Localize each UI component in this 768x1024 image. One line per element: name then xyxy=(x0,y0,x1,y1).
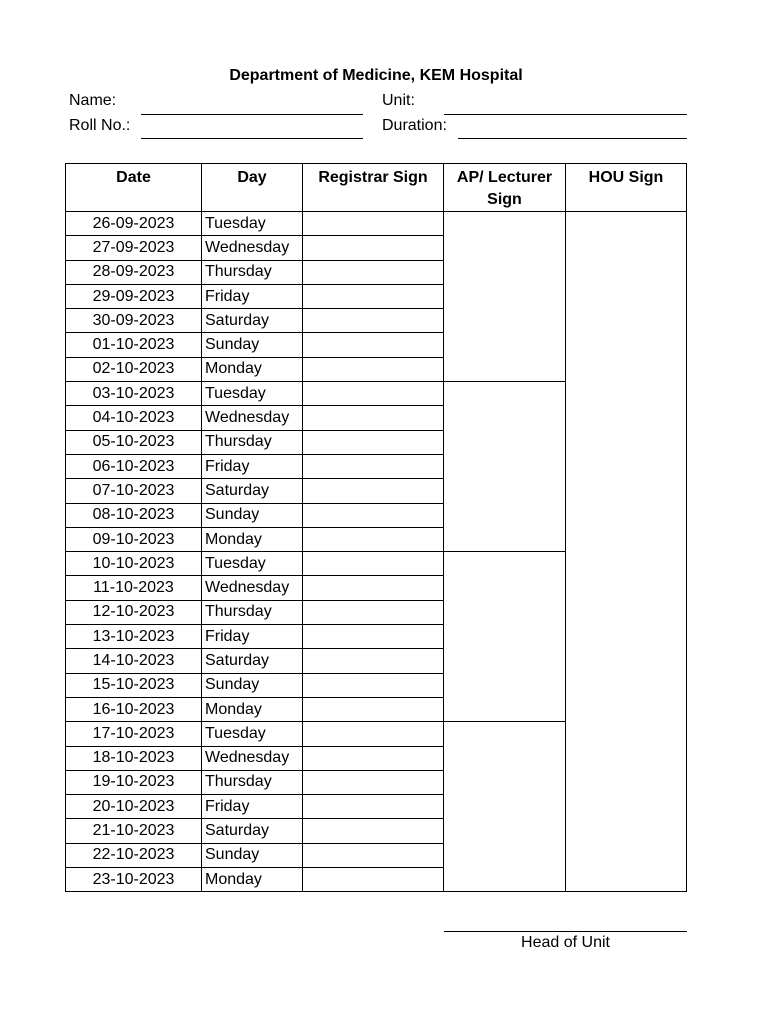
day-cell: Saturday xyxy=(202,649,303,673)
day-cell: Thursday xyxy=(202,600,303,624)
registrar-sign-cell[interactable] xyxy=(303,746,444,770)
registrar-sign-cell[interactable] xyxy=(303,430,444,454)
registrar-sign-cell[interactable] xyxy=(303,236,444,260)
date-cell: 16-10-2023 xyxy=(66,697,202,721)
head-of-unit-signature-line[interactable] xyxy=(444,931,687,932)
registrar-sign-cell[interactable] xyxy=(303,527,444,551)
date-cell: 20-10-2023 xyxy=(66,795,202,819)
day-cell: Friday xyxy=(202,284,303,308)
head-of-unit-label: Head of Unit xyxy=(521,934,610,951)
registrar-sign-cell[interactable] xyxy=(303,503,444,527)
registrar-sign-cell[interactable] xyxy=(303,284,444,308)
duration-label: Duration: xyxy=(382,117,447,134)
column-header-ap-lecturer-sign: AP/ Lecturer Sign xyxy=(444,164,566,212)
date-cell: 30-09-2023 xyxy=(66,309,202,333)
page-title: Department of Medicine, KEM Hospital xyxy=(229,67,523,84)
day-cell: Wednesday xyxy=(202,406,303,430)
day-cell: Sunday xyxy=(202,843,303,867)
registrar-sign-cell[interactable] xyxy=(303,479,444,503)
day-cell: Sunday xyxy=(202,333,303,357)
day-cell: Tuesday xyxy=(202,722,303,746)
day-cell: Tuesday xyxy=(202,212,303,236)
day-cell: Friday xyxy=(202,795,303,819)
day-cell: Tuesday xyxy=(202,552,303,576)
day-cell: Tuesday xyxy=(202,382,303,406)
day-cell: Wednesday xyxy=(202,746,303,770)
registrar-sign-cell[interactable] xyxy=(303,552,444,576)
registrar-sign-cell[interactable] xyxy=(303,673,444,697)
registrar-sign-cell[interactable] xyxy=(303,333,444,357)
registrar-sign-cell[interactable] xyxy=(303,600,444,624)
date-cell: 04-10-2023 xyxy=(66,406,202,430)
day-cell: Friday xyxy=(202,625,303,649)
ap-lecturer-sign-cell[interactable] xyxy=(444,212,566,382)
hou-sign-cell[interactable] xyxy=(566,212,687,892)
day-cell: Monday xyxy=(202,527,303,551)
date-cell: 05-10-2023 xyxy=(66,430,202,454)
date-cell: 08-10-2023 xyxy=(66,503,202,527)
table-row xyxy=(66,212,687,236)
day-cell: Saturday xyxy=(202,819,303,843)
registrar-sign-cell[interactable] xyxy=(303,843,444,867)
date-cell: 14-10-2023 xyxy=(66,649,202,673)
registrar-sign-cell[interactable] xyxy=(303,649,444,673)
date-cell: 15-10-2023 xyxy=(66,673,202,697)
date-cell: 12-10-2023 xyxy=(66,600,202,624)
date-cell: 07-10-2023 xyxy=(66,479,202,503)
day-cell: Friday xyxy=(202,454,303,478)
day-cell: Wednesday xyxy=(202,236,303,260)
registrar-sign-cell[interactable] xyxy=(303,382,444,406)
name-label: Name: xyxy=(69,92,117,109)
registrar-sign-cell[interactable] xyxy=(303,260,444,284)
attendance-table xyxy=(65,163,687,892)
date-cell: 18-10-2023 xyxy=(66,746,202,770)
date-cell: 10-10-2023 xyxy=(66,552,202,576)
duration-field-line[interactable] xyxy=(458,138,687,139)
registrar-sign-cell[interactable] xyxy=(303,795,444,819)
day-cell: Monday xyxy=(202,697,303,721)
date-cell: 23-10-2023 xyxy=(66,868,202,892)
date-cell: 03-10-2023 xyxy=(66,382,202,406)
name-field-line[interactable] xyxy=(141,114,363,115)
date-cell: 22-10-2023 xyxy=(66,843,202,867)
date-cell: 28-09-2023 xyxy=(66,260,202,284)
column-header-day: Day xyxy=(202,164,303,212)
date-cell: 02-10-2023 xyxy=(66,357,202,381)
day-cell: Thursday xyxy=(202,430,303,454)
column-header-hou-sign: HOU Sign xyxy=(566,164,687,212)
date-cell: 26-09-2023 xyxy=(66,212,202,236)
registrar-sign-cell[interactable] xyxy=(303,309,444,333)
roll-no-label: Roll No.: xyxy=(69,117,131,134)
date-cell: 21-10-2023 xyxy=(66,819,202,843)
date-cell: 09-10-2023 xyxy=(66,527,202,551)
roll-no-field-line[interactable] xyxy=(141,138,363,139)
registrar-sign-cell[interactable] xyxy=(303,454,444,478)
day-cell: Wednesday xyxy=(202,576,303,600)
date-cell: 29-09-2023 xyxy=(66,284,202,308)
day-cell: Thursday xyxy=(202,260,303,284)
registrar-sign-cell[interactable] xyxy=(303,770,444,794)
table-header-row xyxy=(66,164,687,212)
registrar-sign-cell[interactable] xyxy=(303,868,444,892)
column-header-date: Date xyxy=(66,164,202,212)
date-cell: 27-09-2023 xyxy=(66,236,202,260)
unit-field-line[interactable] xyxy=(444,114,687,115)
ap-lecturer-sign-cell[interactable] xyxy=(444,552,566,722)
day-cell: Thursday xyxy=(202,770,303,794)
date-cell: 01-10-2023 xyxy=(66,333,202,357)
registrar-sign-cell[interactable] xyxy=(303,406,444,430)
date-cell: 11-10-2023 xyxy=(66,576,202,600)
day-cell: Saturday xyxy=(202,309,303,333)
date-cell: 13-10-2023 xyxy=(66,625,202,649)
registrar-sign-cell[interactable] xyxy=(303,357,444,381)
day-cell: Sunday xyxy=(202,503,303,527)
ap-lecturer-sign-cell[interactable] xyxy=(444,722,566,892)
registrar-sign-cell[interactable] xyxy=(303,819,444,843)
day-cell: Saturday xyxy=(202,479,303,503)
day-cell: Sunday xyxy=(202,673,303,697)
registrar-sign-cell[interactable] xyxy=(303,625,444,649)
registrar-sign-cell[interactable] xyxy=(303,697,444,721)
day-cell: Monday xyxy=(202,357,303,381)
ap-lecturer-sign-cell[interactable] xyxy=(444,382,566,552)
day-cell: Monday xyxy=(202,868,303,892)
registrar-sign-cell[interactable] xyxy=(303,722,444,746)
registrar-sign-cell[interactable] xyxy=(303,576,444,600)
registrar-sign-cell[interactable] xyxy=(303,212,444,236)
column-header-registrar-sign: Registrar Sign xyxy=(303,164,444,212)
date-cell: 17-10-2023 xyxy=(66,722,202,746)
date-cell: 19-10-2023 xyxy=(66,770,202,794)
date-cell: 06-10-2023 xyxy=(66,454,202,478)
unit-label: Unit: xyxy=(382,92,415,109)
